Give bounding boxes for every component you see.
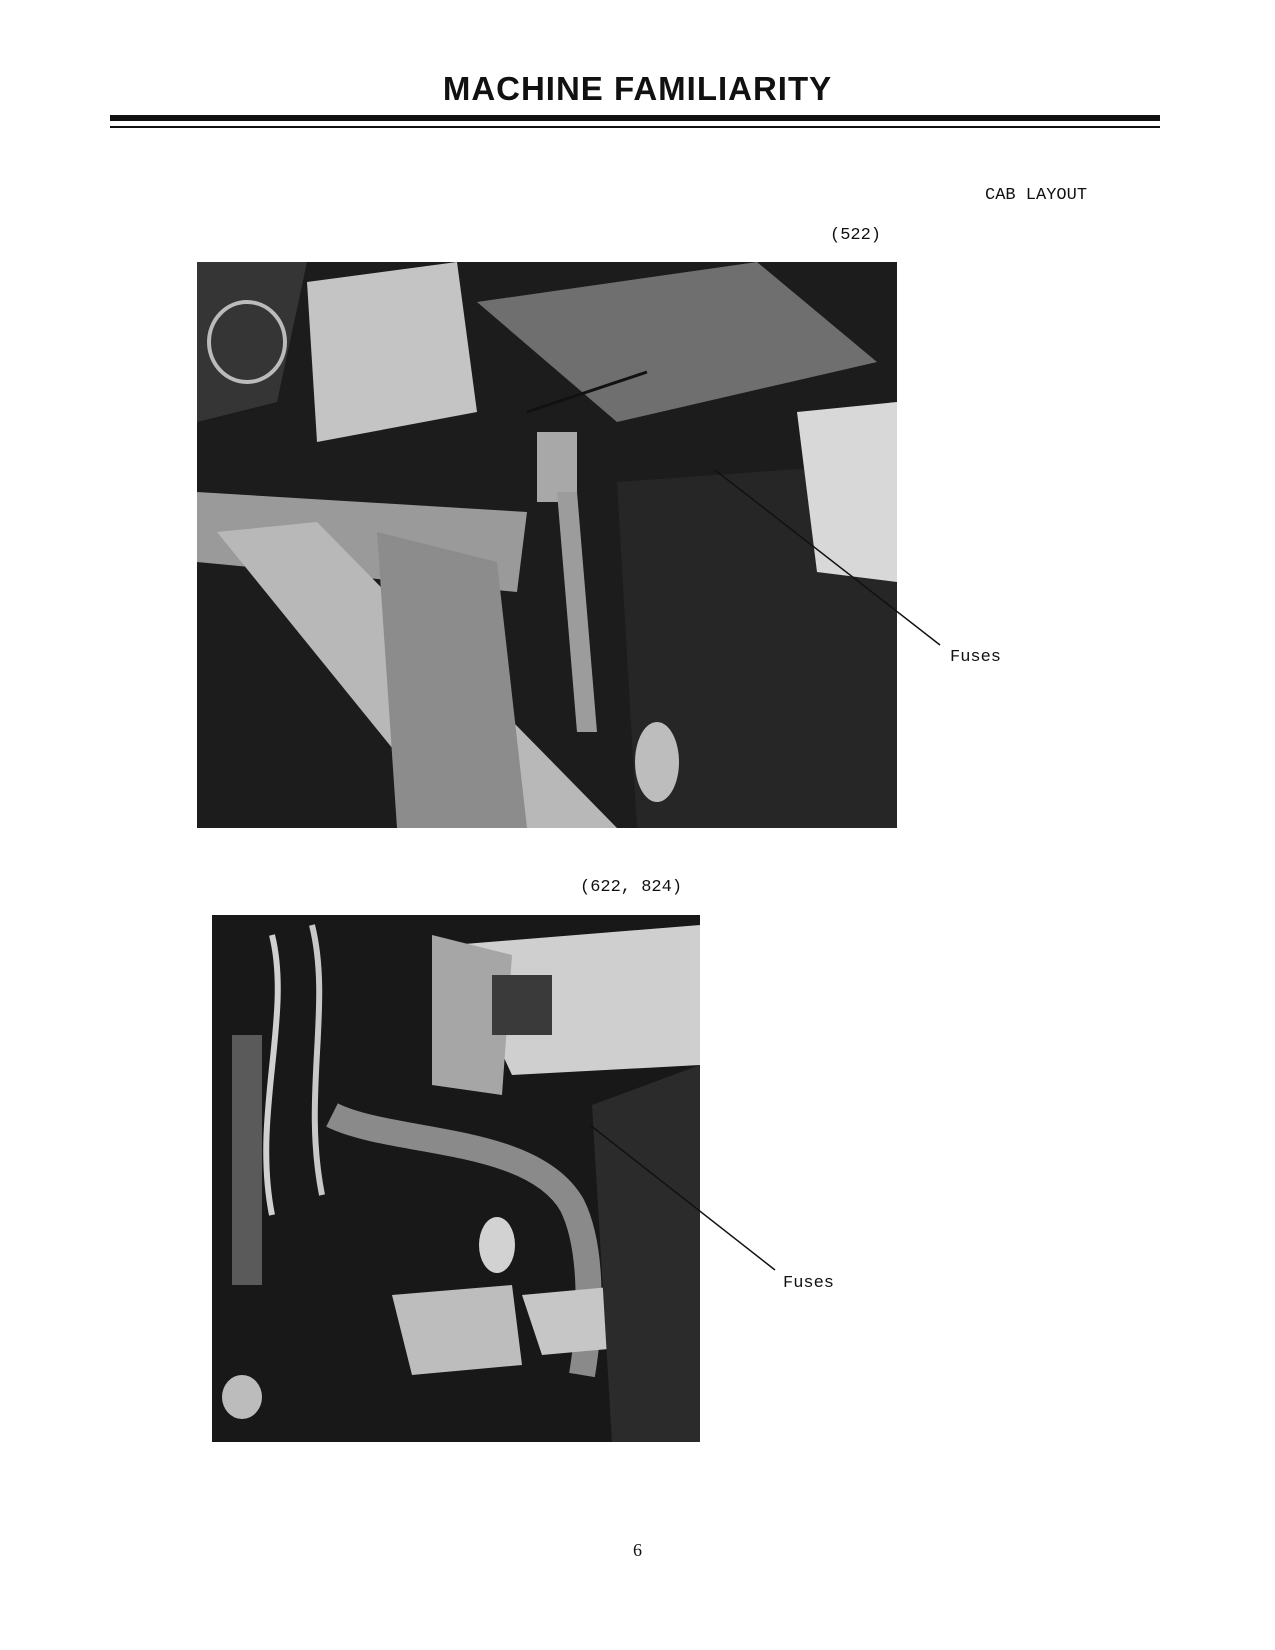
figure-top-callout-fuses: Fuses (950, 648, 1002, 667)
cab-photo-622-824 (212, 915, 700, 1442)
header-rule-thick (110, 115, 1160, 121)
page-title: MACHINE FAMILIARITY (442, 70, 833, 107)
header-rule-thin (110, 126, 1160, 128)
page-number: 6 (633, 1540, 642, 1560)
section-label: CAB LAYOUT (985, 186, 1088, 205)
cab-photo-522 (197, 262, 897, 828)
figure-bottom-model-label: (622, 824) (580, 878, 683, 897)
figure-bottom-callout-fuses: Fuses (783, 1274, 835, 1293)
figure-top-model-label: (522) (830, 226, 882, 245)
